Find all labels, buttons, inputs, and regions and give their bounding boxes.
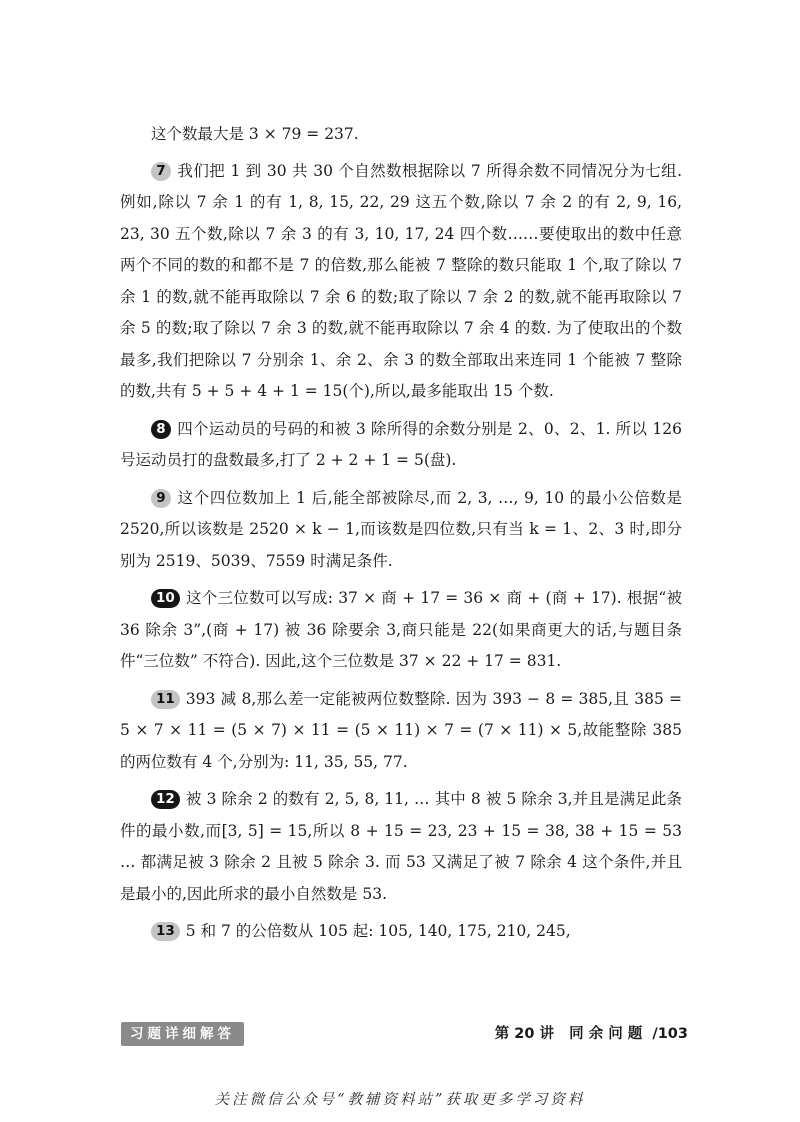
solution-7 [120, 156, 682, 408]
paragraph-continuation [120, 119, 682, 151]
running-footer [495, 1022, 688, 1046]
solution-text: 这个三位数可以写成: 37 × 商 + 17 = 36 × 商 + (商 + 17). 根据“被 36 除余 3”,(商 + 17) 被 36 除要余 3,商只能是 22(如果商更大的话,与题目条件“三位数” 不符合). 因此,这个三位数是 37 × 22 + 17 = 831. [120, 589, 682, 670]
solution-text: 393 减 8,那么差一定能被两位数整除. 因为 393 − 8 = 385,且 385 = 5 × 7 × 11 = (5 × 7) × 11 = (5 × 11) × 7 = (7 × 11) × 5,故能整除 385 的两位数有 4 个,分别为: 11, 35, 55, 77. [120, 689, 682, 771]
solutions-text [120, 119, 682, 954]
watermark-text: 关注微信公众号“教辅资料站”获取更多学习资料 [214, 1092, 586, 1108]
problem-number-badge: 13 [151, 922, 180, 941]
solution-13 [120, 916, 682, 948]
solution-text: 四个运动员的号码的和被 3 除所得的余数分别是 2、0、2、1. 所以 126 号运动员打的盘数最多,打了 2 + 2 + 1 = 5(盘). [120, 419, 682, 469]
lecture-number: 第 20 讲 [494, 1026, 554, 1042]
solution-text: 5 和 7 的公倍数从 105 起: 105, 140, 175, 210, 245, [185, 922, 571, 940]
solution-9 [120, 483, 682, 578]
page-number: /103 [652, 1026, 688, 1042]
problem-number-badge: 11 [151, 690, 180, 709]
problem-number-badge: 8 [151, 420, 171, 439]
section-label: 习题详细解答 [121, 1022, 244, 1046]
solution-12 [120, 784, 682, 910]
problem-number-badge: 7 [151, 162, 171, 181]
problem-number-badge: 12 [151, 790, 180, 809]
solution-text: 被 3 除余 2 的数有 2, 5, 8, 11, … 其中 8 被 5 除余 3,并且是满足此条件的最小数,而[3, 5] = 15,所以 8 + 15 = 23, 23 + 15 = 38, 38 + 15 = 53 … 都满足被 3 除余 2 且被 5 除余 3. 而 53 又满足了被 7 除余 4 这个条件,并且是最小的,因此所求的最小自然数是 53. [120, 790, 682, 903]
paragraph-text: 这个数最大是 3 × 79 = 237. [151, 125, 359, 143]
solution-text: 这个四位数加上 1 后,能全部被除尽,而 2, 3, …, 9, 10 的最小公倍数是 2520,所以该数是 2520 × k − 1,而该数是四位数,只有当 k = 1、2、3 时,即分别为 2519、5039、7559 时满足条件. [120, 488, 682, 570]
solution-text: 我们把 1 到 30 共 30 个自然数根据除以 7 所得余数不同情况分为七组.例如,除以 7 余 1 的有 1, 8, 15, 22, 29 这五个数,除以 7 余 2 的有 2, 9, 16, 23, 30 五个数,除以 7 余 3 的有 3, 10, 17, 24 四个数……要使取出的数中任意两个不同的数的和都不是 7 的倍数,那么能被 7 整除的数只能取 1 个,取了除以 7 余 1 的数,就不能再取除以 7 余 6 的数;取了除以 7 余 2 的数,就不能再取除以 7 余 5 的数;取了除以 7 余 3 的数,就不能再取除以 7 余 4 的数. 为了使取出的个数最多,我们把除以 7 分别余 1、余 2、余 3 的数全部取出来连同 1 个能被 7 整除的数,共有 5 + 5 + 4 + 1 = 15(个),所以,最多能取出 15 个数. [120, 161, 682, 400]
problem-number-badge: 10 [151, 589, 180, 608]
lecture-topic: 同 余 问 题 [569, 1026, 643, 1042]
problem-number-badge: 9 [151, 489, 171, 508]
solution-8 [120, 414, 682, 477]
solution-10 [120, 583, 682, 678]
solution-11 [120, 684, 682, 779]
